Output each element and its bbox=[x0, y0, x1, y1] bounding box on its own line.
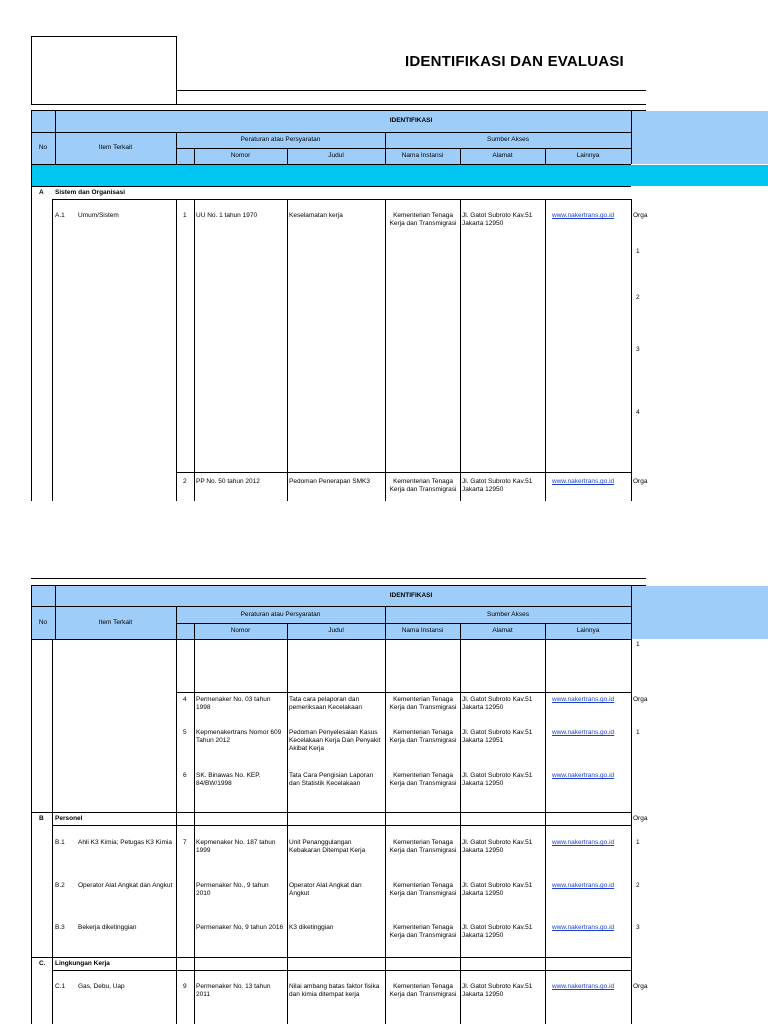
row-alamat: Jl. Gatot Subroto Kav.51 Jakarta 12950 bbox=[462, 924, 533, 939]
row-judul: Operator Alat Angkat dan Angkut bbox=[289, 882, 362, 897]
item-terkait-header: Item Terkait bbox=[98, 144, 133, 151]
section-band bbox=[31, 165, 768, 186]
sumber-akses-header: Sumber Akses bbox=[487, 611, 529, 618]
row-extra: Orga bbox=[633, 983, 648, 990]
row-instansi: Kementerian Tenaga Kerja dan Transmigrasi bbox=[389, 729, 457, 744]
judul-header: Judul bbox=[328, 627, 344, 634]
row-no: 2 bbox=[183, 478, 187, 485]
row-judul: K3 diketinggian bbox=[289, 924, 334, 931]
row-judul: Keselamatan kerja bbox=[289, 212, 343, 219]
sumber-akses-header: Sumber Akses bbox=[487, 136, 529, 143]
item-label: Bekerja diketinggian bbox=[78, 924, 137, 931]
row-link[interactable]: www.nakertrans.go.id bbox=[552, 924, 615, 931]
row-extra: Orga bbox=[633, 212, 648, 219]
item-label: Ahli K3 Kimia; Petugas K3 Kimia bbox=[78, 839, 172, 846]
row-nomor: Permenaker No. 03 tahun 1998 bbox=[196, 696, 271, 711]
no-header: No bbox=[38, 144, 48, 151]
row-instansi: Kementerian Tenaga Kerja dan Transmigrasi bbox=[389, 696, 457, 711]
row-alamat: Jl. Gatot Subroto Kav.51 Jakarta 12950 bbox=[462, 212, 533, 227]
side-number: 1 bbox=[636, 248, 640, 255]
row-alamat: Jl. Gatot Subroto Kav.51 Jakarta 12950 bbox=[462, 772, 533, 787]
row-no: 9 bbox=[183, 983, 187, 990]
row-judul: Pedoman Penyelesaian Kasus Kecelakaan Kerja Dan Penyakit Akibat Kerja bbox=[289, 729, 381, 752]
nama-instansi-header: Nama Instansi bbox=[401, 627, 444, 634]
alamat-header: Alamat bbox=[492, 627, 513, 634]
row-link[interactable]: www.nakertrans.go.id bbox=[552, 212, 615, 219]
row-instansi: Kementerian Tenaga Kerja dan Transmigrasi bbox=[389, 478, 457, 493]
row-no: 5 bbox=[183, 729, 187, 736]
identifikasi-header: IDENTIFIKASI bbox=[389, 592, 433, 599]
row-instansi: Kementerian Tenaga Kerja dan Transmigrasi bbox=[389, 882, 457, 897]
row-instansi: Kementerian Tenaga Kerja dan Transmigrasi bbox=[389, 983, 457, 998]
row-instansi: Kementerian Tenaga Kerja dan Transmigrasi bbox=[389, 839, 457, 854]
peraturan-header: Peraturan atau Persyaratan bbox=[240, 611, 321, 618]
row-link[interactable]: www.nakertrans.go.id bbox=[552, 839, 615, 846]
identifikasi-header: IDENTIFIKASI bbox=[389, 117, 433, 124]
row-judul: Nilai ambang batas faktor fisika dan kimia ditempat kerja bbox=[289, 983, 380, 998]
row-extra: 1 bbox=[636, 729, 640, 736]
row-judul: Tata Cara Pengisian Laporan dan Statistik Kecelakaan bbox=[289, 772, 374, 787]
row-extra: Orga bbox=[633, 478, 648, 485]
item-a1-code: A.1 bbox=[55, 212, 65, 219]
side-number: 2 bbox=[636, 294, 640, 301]
row-link[interactable]: www.nakertrans.go.id bbox=[552, 983, 615, 990]
row-alamat: Jl. Gatot Subroto Kav.51 Jakarta 12950 bbox=[462, 839, 533, 854]
side-number: 3 bbox=[636, 346, 640, 353]
alamat-header: Alamat bbox=[492, 152, 513, 159]
item-a1-label: Umum/Sistem bbox=[78, 212, 119, 219]
row-instansi: Kementerian Tenaga Kerja dan Transmigrasi bbox=[389, 772, 457, 787]
row-extra: 3 bbox=[636, 924, 640, 931]
row-instansi: Kementerian Tenaga Kerja dan Transmigrasi bbox=[389, 212, 457, 227]
row-alamat: Jl. Gatot Subroto Kav.51 Jakarta 12950 bbox=[462, 478, 533, 493]
row-alamat: Jl. Gatot Subroto Kav.51 Jakarta 12950 bbox=[462, 882, 533, 897]
item-code: B.2 bbox=[55, 882, 65, 889]
no-header: No bbox=[38, 619, 48, 626]
row-judul: Unit Penanggulangan Kebakaran Ditempat Kerja bbox=[289, 839, 366, 854]
section-b-extra: Orga bbox=[633, 815, 648, 822]
logo-box bbox=[31, 36, 177, 105]
row-judul: Tata cara pelaporan dan pemeriksaan Kecelakaan bbox=[289, 696, 362, 711]
section-c-label: Lingkungan Kerja bbox=[55, 960, 110, 967]
row-nomor: Permenaker No., 9 tahun 2010 bbox=[196, 882, 269, 897]
row-no: 1 bbox=[183, 212, 187, 219]
row-nomor: UU No. 1 tahun 1970 bbox=[196, 212, 258, 219]
row-nomor: Permenaker No, 9 tahun 2016 bbox=[196, 924, 284, 931]
section-b-code: B bbox=[39, 815, 44, 822]
lainnya-header: Lainnya bbox=[576, 627, 600, 634]
row-nomor: Kepmenakertrans Nomor 609 Tahun 2012 bbox=[196, 729, 282, 744]
row-judul: Pedoman Penerapan SMK3 bbox=[289, 478, 370, 485]
section-a-label: Sistem dan Organisasi bbox=[55, 189, 126, 196]
nomor-header: Nomor bbox=[230, 152, 251, 159]
row-alamat: Jl. Gatot Subroto Kav.51 Jakarta 12951 bbox=[462, 729, 533, 744]
item-terkait-header: Item Terkait bbox=[98, 619, 133, 626]
row-link[interactable]: www.nakertrans.go.id bbox=[552, 882, 615, 889]
row-alamat: Jl. Gatot Subroto Kav.51 Jakarta 12950 bbox=[462, 696, 533, 711]
row-link[interactable]: www.nakertrans.go.id bbox=[552, 729, 615, 736]
side-number: 4 bbox=[636, 409, 640, 416]
row-link[interactable]: www.nakertrans.go.id bbox=[552, 478, 615, 485]
row-nomor: Permenaker No. 13 tahun 2011 bbox=[196, 983, 271, 998]
section-b-label: Personel bbox=[55, 815, 83, 822]
row-nomor: Kepmenaker No. 187 tahun 1999 bbox=[196, 839, 276, 854]
row-no: 7 bbox=[183, 839, 187, 846]
row-extra: 1 bbox=[636, 839, 640, 846]
row-no: 4 bbox=[183, 696, 187, 703]
row-no: 6 bbox=[183, 772, 187, 779]
item-code: B.1 bbox=[55, 839, 65, 846]
judul-header: Judul bbox=[328, 152, 344, 159]
row-nomor: SK. Binawas No. KEP. 84/BW/1998 bbox=[196, 772, 261, 787]
document-title: IDENTIFIKASI DAN EVALUASI bbox=[405, 53, 624, 70]
row-alamat: Jl. Gatot Subroto Kav.51 Jakarta 12950 bbox=[462, 983, 533, 998]
nomor-header: Nomor bbox=[230, 627, 251, 634]
item-label: Operator Alat Angkat dan Angkut bbox=[78, 882, 173, 889]
section-a-code: A bbox=[39, 189, 44, 196]
row-link[interactable]: www.nakertrans.go.id bbox=[552, 696, 615, 703]
side-number: 1 bbox=[636, 641, 640, 648]
peraturan-header: Peraturan atau Persyaratan bbox=[240, 136, 321, 143]
lainnya-header: Lainnya bbox=[576, 152, 600, 159]
row-extra: Orga bbox=[633, 696, 648, 703]
item-code: B.3 bbox=[55, 924, 65, 931]
item-code: C.1 bbox=[55, 983, 66, 990]
row-extra: 2 bbox=[636, 882, 640, 889]
row-nomor: PP No. 50 tahun 2012 bbox=[196, 478, 260, 485]
row-instansi: Kementerian Tenaga Kerja dan Transmigrasi bbox=[389, 924, 457, 939]
nama-instansi-header: Nama Instansi bbox=[401, 152, 444, 159]
section-c-code: C. bbox=[39, 960, 46, 967]
item-label: Gas, Debu, Uap bbox=[78, 983, 125, 990]
row-link[interactable]: www.nakertrans.go.id bbox=[552, 772, 615, 779]
